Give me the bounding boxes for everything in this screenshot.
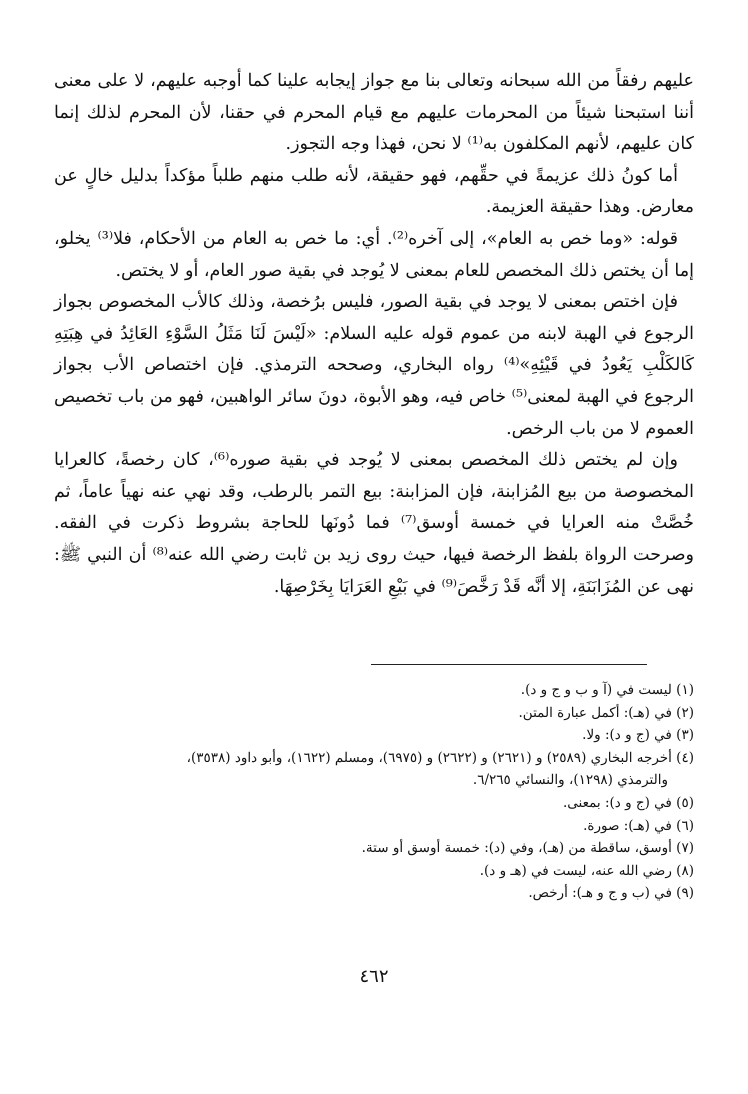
footnote: (٥) في (ج و د): بمعنى. — [563, 794, 694, 811]
footnote: (٤) أخرجه البخاري (٢٥٨٩) و (٢٦٢١) و (٢٦٢٢) و (٦٩٧٥)، ومسلم (١٦٢٢)، وأبو داود (٣٥٣٨)، — [186, 749, 694, 766]
footnote: (٧) أوسق، ساقطة من (هـ)، وفي (د): خمسة أوسق أو ستة. — [361, 840, 694, 857]
footnote: (٦) في (هـ): صورة. — [583, 817, 694, 834]
paragraph: عليهم رفقاً من الله سبحانه وتعالى بنا مع جواز إيجابه علينا كما أوجبه عليهم، لا على معنى أننا استبحنا شيئاً من المحرمات عليهم مع قيام المحرم في حقنا، لأن المحرم لذلك إنما كان عليهم، لأنهم المكلفون به⁽¹⁾ لا نحن، فهذا وجه التجوز. — [54, 71, 694, 155]
footnote-divider — [371, 664, 647, 665]
paragraph: قوله: «وما خص به العام»، إلى آخره⁽²⁾. أي: ما خص به العام من الأحكام، فلا⁽³⁾ يخلو، إما أن يختص ذلك المخصص للعام بمعنى لا يُوجد في بقية صور العام، أو لا يختص. — [54, 228, 694, 281]
footnote-continuation: والترمذي (١٢٩٨)، والنسائي ٦/٢٦٥. — [472, 772, 668, 789]
footnotes — [54, 679, 694, 905]
footnote: (٢) في (هـ): أكمل عبارة المتن. — [518, 704, 694, 721]
paragraph: وإن لم يختص ذلك المخصص بمعنى لا يُوجد في بقية صوره⁽⁶⁾، كان رخصةً، كالعرايا المخصوصة من بيع المُزابنة، فإن المزابنة: بيع التمر بالرطب، وقد نهي عنه نهياً عاماً، ثم خُصَّتْ منه العرايا في خمسة أوسق⁽⁷⁾ فما دُونَها للحاجة بشروط ذكرت في الفقه. وصرحت الرواة بلفظ الرخصة فيها، حيث روى زيد بن ثابت رضي الله عنه⁽⁸⁾ أن النبي ﷺ: نهى عن المُزَابَنَةِ، إلا أنَّه قَدْ رَخَّصَ⁽⁹⁾ في بَيْعِ العَرَايَا بِخَرْصِهَا. — [54, 450, 695, 597]
footnote: (٨) رضي الله عنه، ليست في (هـ و د). — [479, 862, 694, 879]
page-number: ٤٦٢ — [359, 966, 389, 987]
footnote: (١) ليست في (آ و ب و ج و د). — [520, 682, 694, 698]
footnote: (٣) في (ج و د): ولا. — [582, 727, 694, 744]
paragraph: فإن اختص بمعنى لا يوجد في بقية الصور، فليس برُخصة، وذلك كالأب المخصوص بجواز الرجوع في الهبة لابنه من عموم قوله عليه السلام: «لَيْسَ لَنَا مَثَلُ السَّوْءِ العَائِدُ في هِبَتِهِ كَالكَلْبِ يَعُودُ في قَيْئِهِ»⁽⁴⁾ رواه البخاري، وصححه الترمذي. فإن اختصاص الأب بجواز الرجوع في الهبة لمعنى⁽⁵⁾ خاص فيه، وهو الأبوة، دونَ سائر الواهبين، فهو من باب تخصيص العموم لا من باب الرخص. — [54, 292, 694, 439]
footnote: (٩) في (ب و ج و هـ): أرخص. — [528, 885, 694, 902]
main-text — [54, 66, 694, 603]
paragraph: أما كونُ ذلك عزيمةً في حقِّهم، فهو حقيقة، لأنه طلب منهم طلباً مؤكداً بدليل خالٍ عن معارض. وهذا حقيقة العزيمة. — [54, 165, 694, 218]
